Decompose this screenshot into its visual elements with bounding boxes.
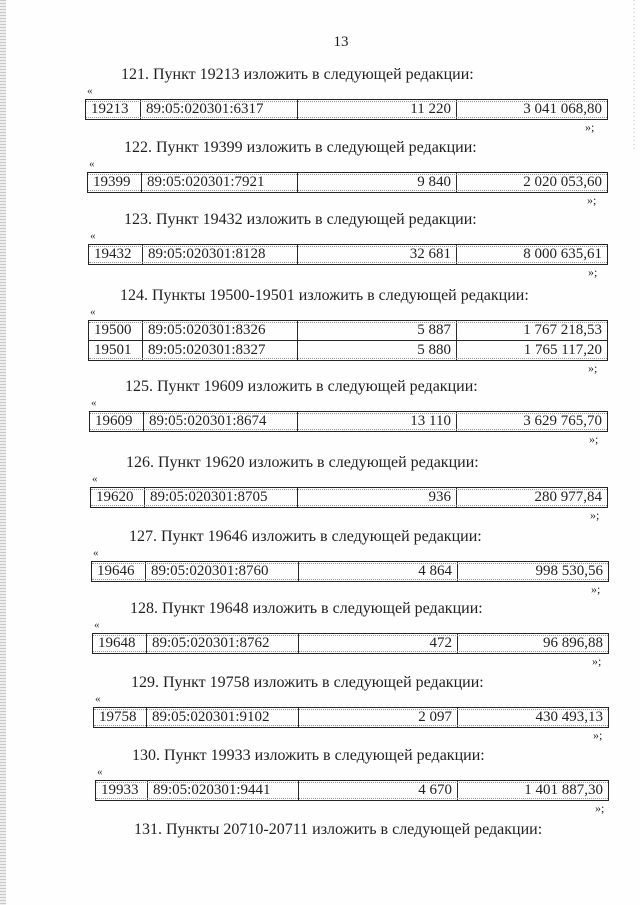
cell-cadastral-number: 89:05:020301:9441: [147, 781, 298, 800]
cell-cadastral-number: 89:05:020301:8760: [145, 562, 298, 581]
table-row: [88, 244, 608, 265]
cell-area: 4 864: [298, 562, 457, 581]
cell-number: 19648: [98, 635, 136, 651]
page-number: 13: [333, 34, 349, 50]
cell-cost: 8 000 635,61: [456, 245, 607, 264]
close-quote-mark: »;: [585, 120, 595, 134]
table-row: [88, 341, 608, 361]
cell-area: 4 670: [298, 781, 457, 800]
data-table: [89, 411, 608, 432]
section-heading: 122. Пункт 19399 изложить в следующей редакции:: [124, 139, 477, 156]
section-124: [0, 287, 640, 375]
cell-cadastral-number: 89:05:020301:6317: [140, 100, 297, 119]
close-quote-mark: »;: [593, 728, 603, 742]
cell-number: 19432: [94, 246, 132, 262]
section-heading: 131. Пункты 20710-20711 изложить в следующей редакции:: [134, 821, 543, 838]
cell-area: 11 220: [297, 100, 456, 119]
data-table: [91, 561, 609, 582]
table-row: [85, 99, 608, 120]
cell-cost: 1 767 218,53: [456, 321, 607, 340]
cell-number: 19399: [93, 174, 131, 190]
section-heading: 126. Пункт 19620 изложить в следующей редакции:: [126, 454, 479, 471]
cell-area: 472: [298, 634, 457, 653]
open-quote-mark: «: [90, 230, 96, 242]
section-129: [0, 674, 640, 742]
cell-cadastral-number: 89:05:020301:8327: [142, 341, 297, 360]
open-quote-mark: «: [93, 547, 99, 559]
table-row: [93, 707, 609, 728]
open-quote-mark: «: [90, 306, 96, 318]
section-125: [0, 378, 640, 446]
section-heading: 129. Пункт 19758 изложить в следующей редакции:: [131, 674, 484, 691]
table-row: [92, 633, 609, 654]
section-123: [0, 211, 640, 279]
close-quote-mark: »;: [588, 361, 598, 375]
close-quote-mark: »;: [589, 432, 599, 446]
data-table: [90, 487, 608, 508]
cell-number: 19609: [95, 413, 133, 429]
cell-cost: 1 765 117,20: [456, 341, 607, 360]
close-quote-mark: »;: [595, 801, 605, 815]
close-quote-mark: »;: [591, 582, 601, 596]
cell-area: 13 110: [297, 412, 456, 431]
cell-number: 19500: [94, 322, 132, 338]
section-heading: 127. Пункт 19646 изложить в следующей редакции:: [129, 528, 482, 545]
table-row: [91, 561, 609, 582]
data-table: [87, 172, 608, 193]
cell-number: 19646: [97, 563, 135, 579]
cell-cadastral-number: 89:05:020301:7921: [141, 173, 297, 192]
cell-cost: 3 041 068,80: [456, 100, 607, 119]
cell-number: 19501: [94, 342, 132, 358]
section-128: [0, 600, 640, 668]
cell-area: 5 880: [297, 341, 456, 360]
data-table: [85, 99, 608, 120]
section-127: [0, 528, 640, 596]
table-row: [89, 411, 608, 432]
table-row: [90, 487, 608, 508]
section-122: [0, 139, 640, 207]
section-131: [0, 821, 640, 839]
section-heading: 125. Пункт 19609 изложить в следующей редакции:: [125, 378, 478, 395]
open-quote-mark: «: [97, 766, 103, 778]
section-heading: 130. Пункт 19933 изложить в следующей редакции:: [132, 747, 485, 764]
open-quote-mark: «: [95, 693, 101, 705]
open-quote-mark: «: [94, 619, 100, 631]
data-table: [88, 320, 608, 361]
cell-cadastral-number: 89:05:020301:8326: [142, 321, 297, 340]
cell-cost: 430 493,13: [457, 708, 608, 727]
section-121: [0, 66, 640, 134]
table-row: [88, 320, 608, 341]
close-quote-mark: »;: [587, 193, 597, 207]
cell-number: 19620: [96, 489, 134, 505]
cell-cost: 998 530,56: [457, 562, 608, 581]
open-quote-mark: «: [91, 397, 97, 409]
cell-cadastral-number: 89:05:020301:8674: [143, 412, 297, 431]
cell-number: 19933: [101, 782, 139, 798]
close-quote-mark: »;: [592, 654, 602, 668]
section-heading: 124. Пункты 19500-19501 изложить в следующей редакции:: [120, 287, 529, 304]
cell-cadastral-number: 89:05:020301:9102: [146, 708, 298, 727]
section-heading: 128. Пункт 19648 изложить в следующей редакции:: [130, 600, 483, 617]
section-heading: 121. Пункт 19213 изложить в следующей редакции:: [121, 66, 474, 83]
cell-area: 32 681: [297, 245, 456, 264]
section-126: [0, 454, 640, 522]
cell-area: 9 840: [297, 173, 456, 192]
cell-cost: 96 896,88: [457, 634, 608, 653]
cell-cadastral-number: 89:05:020301:8762: [146, 634, 298, 653]
open-quote-mark: «: [87, 85, 93, 97]
cell-area: 2 097: [298, 708, 457, 727]
section-130: [0, 747, 640, 815]
cell-cadastral-number: 89:05:020301:8128: [142, 245, 297, 264]
cell-area: 5 887: [297, 321, 456, 340]
cell-cost: 2 020 053,60: [456, 173, 607, 192]
section-heading: 123. Пункт 19432 изложить в следующей редакции:: [124, 211, 477, 228]
close-quote-mark: »;: [588, 265, 598, 279]
open-quote-mark: «: [92, 473, 98, 485]
data-table: [95, 780, 609, 801]
cell-cost: 1 401 887,30: [457, 781, 608, 800]
cell-cadastral-number: 89:05:020301:8705: [144, 488, 297, 507]
cell-area: 936: [297, 488, 456, 507]
cell-number: 19213: [91, 101, 129, 117]
data-table: [93, 707, 609, 728]
open-quote-mark: «: [89, 158, 95, 170]
data-table: [92, 633, 609, 654]
close-quote-mark: »;: [590, 508, 600, 522]
table-row: [95, 780, 609, 801]
cell-cost: 3 629 765,70: [456, 412, 607, 431]
cell-cost: 280 977,84: [456, 488, 607, 507]
table-row: [87, 172, 608, 193]
data-table: [88, 244, 608, 265]
cell-number: 19758: [99, 709, 137, 725]
